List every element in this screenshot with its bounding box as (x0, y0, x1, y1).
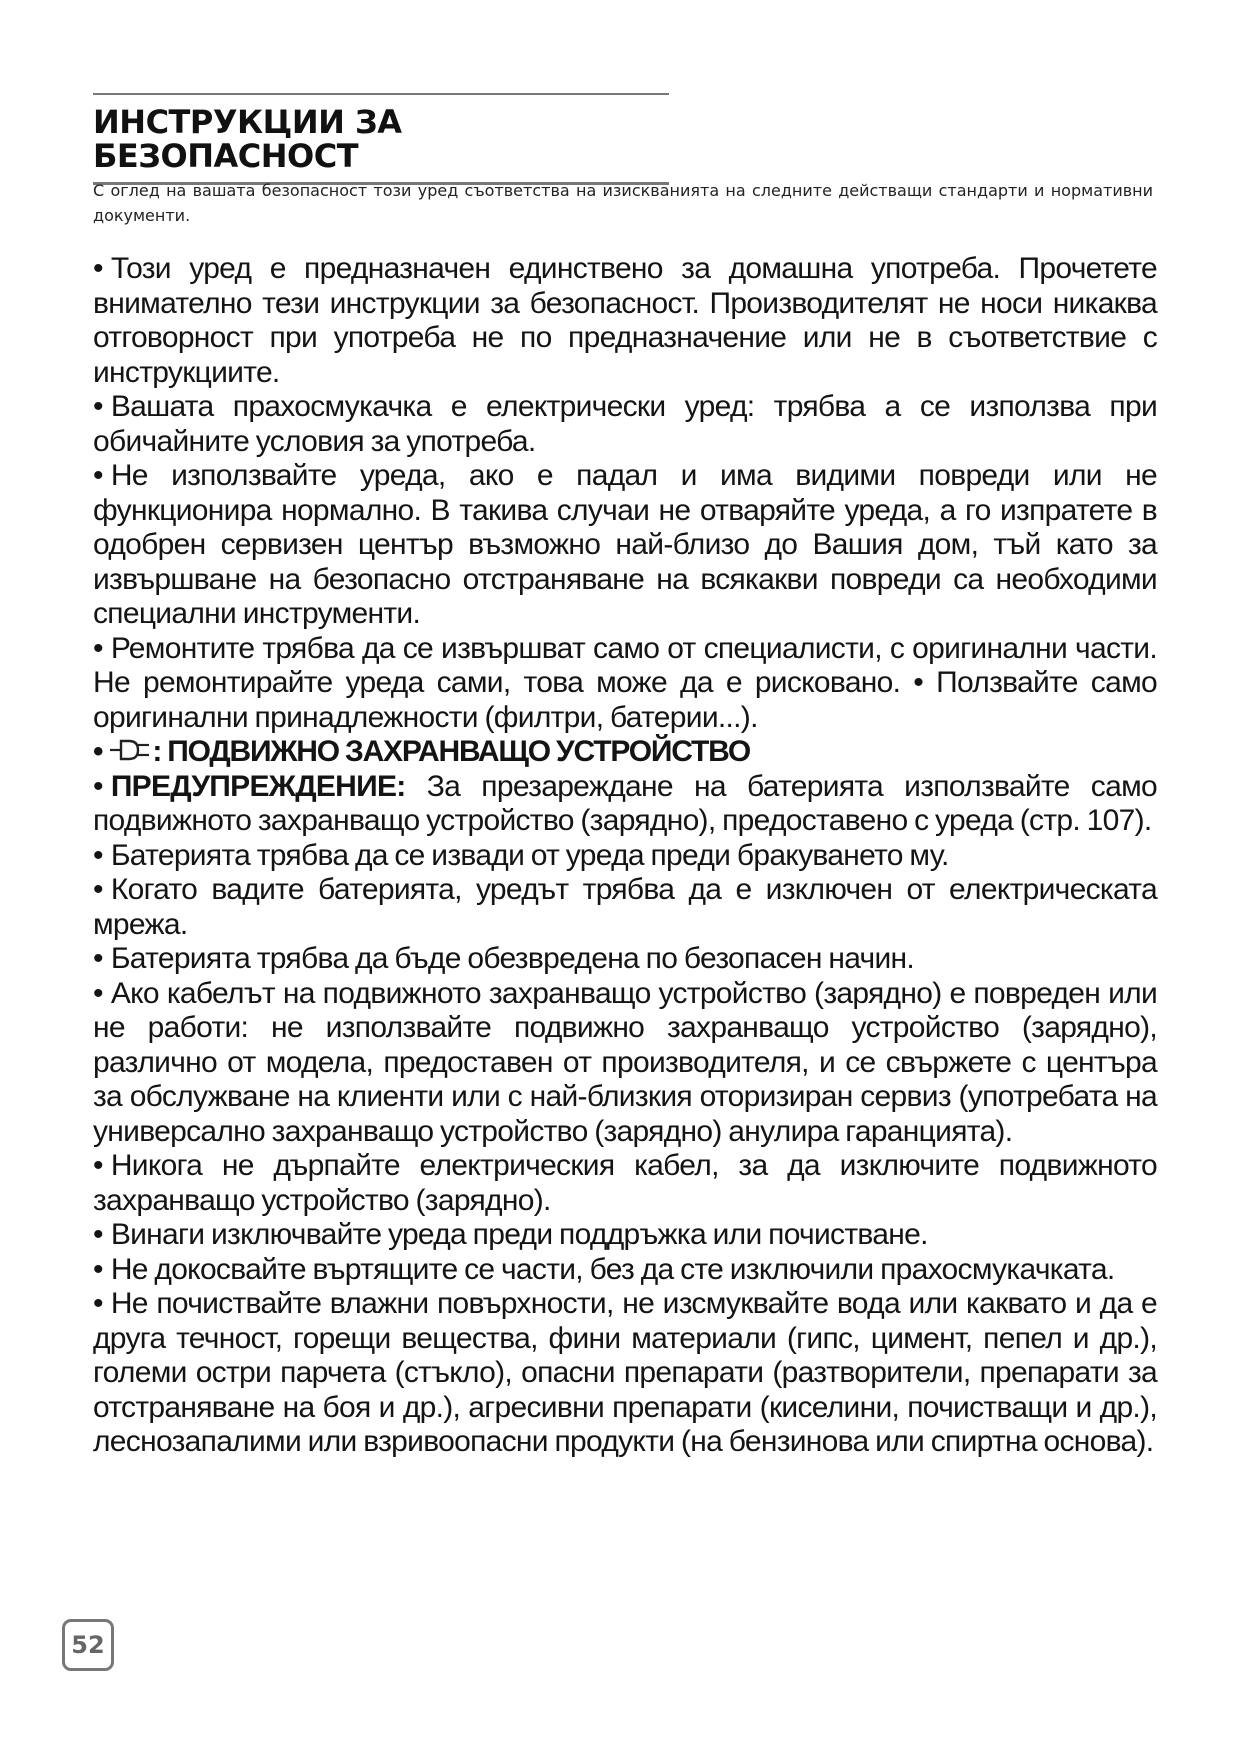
list-item (93, 1218, 1157, 1253)
bullet: • (93, 1287, 103, 1320)
list-item-text: Не използвайте уреда, ако е падал и има видими повреди или не функционира нормално. В такива случаи не отваряйте уреда, а го изпратете в одобрен сервизен център възможно най-близо до Вашия дом, тъй като за извършване на безопасно отстраняване на всякакви повреди са необходими специални инструменти. (93, 459, 1157, 630)
page-number: 52 (62, 1619, 114, 1671)
list-item (93, 942, 1157, 977)
title-block (93, 93, 669, 185)
list-item-text: Винаги изключвайте уреда преди поддръжка или почистване. (110, 1218, 928, 1251)
warning-text: За презареждане на батерията използвайте само подвижното захранващо устройство (зарядно), предоставено с уреда (стр. 107). (93, 769, 1157, 837)
bullet: • (93, 252, 103, 285)
list-item (93, 459, 1157, 632)
list-item-text: Никога не дърпайте електрическия кабел, за да изключите подвижното захранващо устройство (зарядно). (93, 1149, 1157, 1217)
list-item-text: Батерията трябва да бъде обезвредена по безопасен начин. (110, 942, 915, 975)
bullet: • (93, 942, 103, 975)
list-item-text: Не докосвайте въртящите се части, без да сте изключили прахосмукачката. (110, 1252, 1115, 1286)
list-item-text: Вашата прахосмукачка е електрически уред: трябва а се използва при обичайните условия за употреба. (93, 390, 1157, 458)
intro-paragraph: С оглед на вашата безопасност този уред съответства на изискванията на следните действащи стандарти и нормативни документи. (93, 181, 1153, 225)
bullet: • (93, 459, 103, 492)
list-item (93, 1149, 1157, 1218)
bullet: • (93, 631, 103, 665)
warning-label: ПРЕДУПРЕЖДЕНИЕ: (110, 769, 406, 803)
list-item-text: Когато вадите батерията, уредът трябва да е изключен от електрическата мрежа. (93, 873, 1157, 941)
section-heading-text: : ПОДВИЖНО ЗАХРАНВАЩО УСТРОЙСТВО (152, 735, 750, 768)
list-item-text: Този уред е предназначен единствено за домашна употреба. Прочетете внимателно тези инструкции за безопасност. Производителят не носи никаква отговорност при употреба не по предназначение или не в съответствие с инструкциите. (93, 252, 1157, 389)
list-item (93, 977, 1157, 1150)
section-heading (93, 735, 1157, 770)
bullet: • (93, 873, 103, 906)
bullet: • (93, 735, 103, 768)
bullet: • (93, 1252, 103, 1286)
list-item-text: Ремонтите трябва да се извършват само от специалисти, с оригинални части. Не ремонтирайте уреда сами, това може да е рисковано. • Ползвайте само оригинални принадлежности (филтри, батерии...). (93, 631, 1157, 734)
list-item (93, 1253, 1157, 1288)
bullet: • (93, 976, 103, 1010)
list-item (93, 632, 1157, 736)
list-item-text: Ако кабелът на подвижното захранващо устройство (зарядно) е повреден или не работи: не използвайте подвижно захранващо устройство (зарядно), различно от модела, предоставен от производителя, и се свържете с центъра за обслужване на клиенти или с най-близкия оторизиран сервиз (употребата на универсално захранващо устройство (зарядно) анулира гаранцията). (93, 976, 1157, 1148)
list-item (93, 873, 1157, 942)
bullet: • (93, 769, 103, 803)
bullet: • (93, 390, 103, 423)
page-title: ИНСТРУКЦИИ ЗА БЕЗОПАСНОСТ (93, 103, 402, 175)
list-item (93, 252, 1157, 390)
list-item (93, 839, 1157, 874)
bullet: • (93, 1218, 103, 1251)
list-item-text: Батерията трябва да се извади от уреда преди бракуването му. (110, 838, 949, 872)
list-item-text: Не почиствайте влажни повърхности, не изсмуквайте вода или каквато и да е друга течност, горещи вещества, фини материали (гипс, цимент, пепел и др.), големи остри парчета (стъкло), опасни препарати (разтворители, препарати за отстраняване на боя и др.), агресивни препарати (киселини, почистващи и др.), леснозапалими или взривоопасни продукти (на бензинова или спиртна основа). (93, 1287, 1157, 1458)
plug-icon (110, 738, 150, 762)
warning-item (93, 770, 1157, 839)
safety-instructions-list (93, 252, 1157, 1460)
list-item (93, 390, 1157, 459)
bullet: • (93, 1149, 103, 1182)
bullet: • (93, 838, 103, 872)
list-item (93, 1287, 1157, 1460)
